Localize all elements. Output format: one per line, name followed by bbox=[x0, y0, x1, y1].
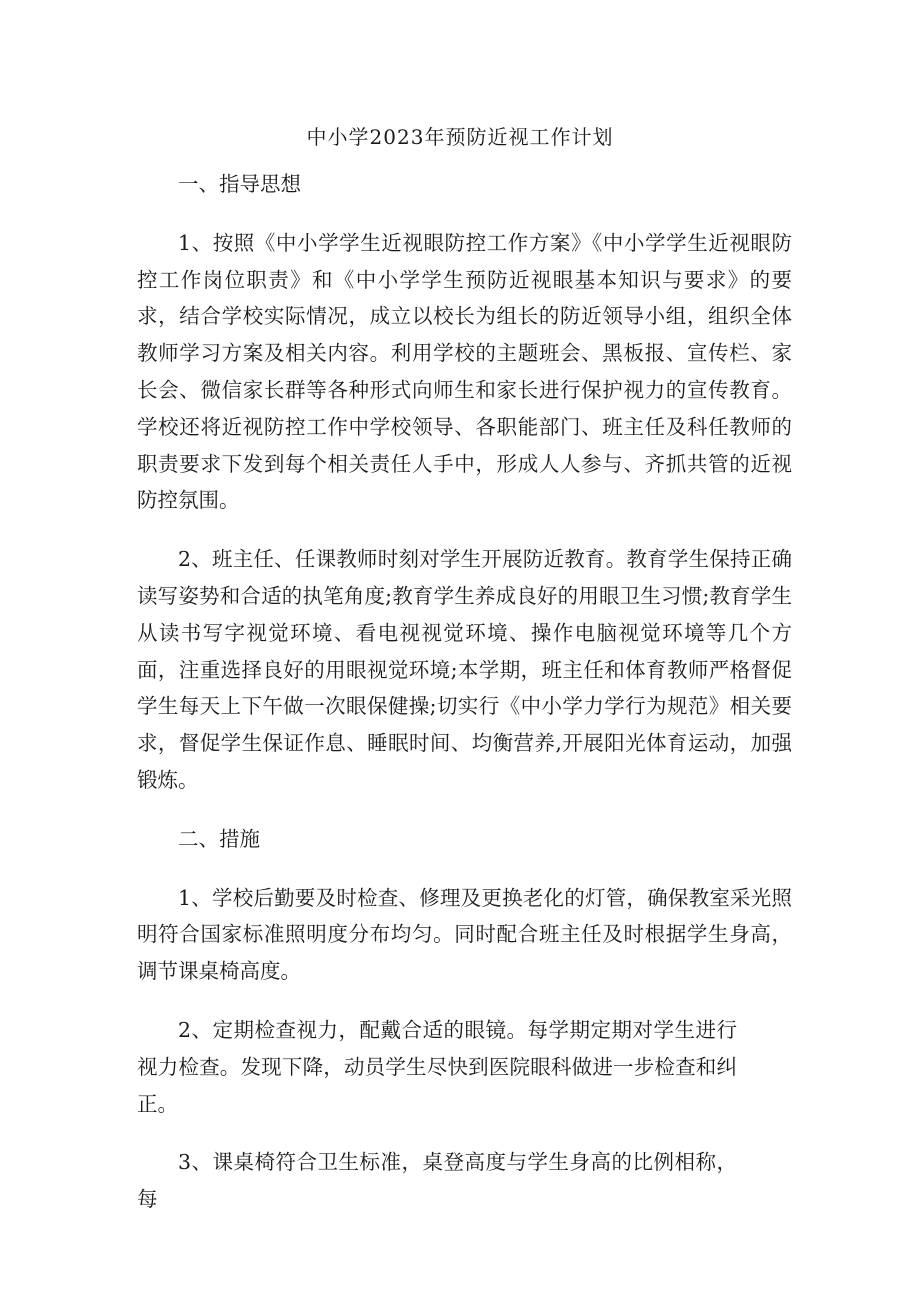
paragraph: 2、班主任、任课教师时刻对学生开展防近教育。教育学生保持正确读写姿势和合适的执笔角度;教育学生养成良好的用眼卫生习惯;教育学生从读书写字视觉环境、看电视视觉环境、操作电脑视觉环境等几个方面，注重选择良好的用眼视觉环境;本学期，班主任和体育教师严格督促学生每天上下午做一次眼保健操;切实行《中小学力学行为规范》相关要求，督促学生保证作息、睡眠时间、均衡营养,开展阳光体育运动，加强锻炼。 bbox=[137, 547, 792, 792]
paragraph: 3、课桌椅符合卫生标准，桌登高度与学生身高的比例相称，每 bbox=[137, 1150, 737, 1212]
document-title: 中小学2023年预防近视工作计划 bbox=[306, 125, 614, 149]
section-heading-measures: 二、措施 bbox=[178, 826, 260, 851]
paragraph: 2、定期检查视力，配戴合适的眼镜。每学期定期对学生进行视力检查。发现下降，动员学生尽快到医院眼科做进一步检查和纠正。 bbox=[137, 1017, 737, 1116]
document-body bbox=[137, 166, 792, 1240]
section-heading-guiding-ideology: 一、指导思想 bbox=[178, 172, 301, 196]
paragraph: 1、学校后勤要及时检查、修理及更换老化的灯管，确保教室采光照明符合国家标准照明度分布均匀。同时配合班主任及时根据学生身高，调节课桌椅高度。 bbox=[137, 885, 792, 984]
paragraph: 1、按照《中小学学生近视眼防控工作方案》《中小学学生近视眼防控工作岗位职责》和《中小学学生预防近视眼基本知识与要求》的要求，结合学校实际情况，成立以校长为组长的防近领导小组，组织全体教师学习方案及相关内容。利用学校的主题班会、黑板报、宣传栏、家长会、微信家长群等各种形式向师生和家长进行保护视力的宣传教育。学校还将近视防控工作中学校领导、各职能部门、班主任及科任教师的职责要求下发到每个相关责任人手中，形成人人参与、齐抓共管的近视防控氛围。 bbox=[137, 230, 792, 513]
